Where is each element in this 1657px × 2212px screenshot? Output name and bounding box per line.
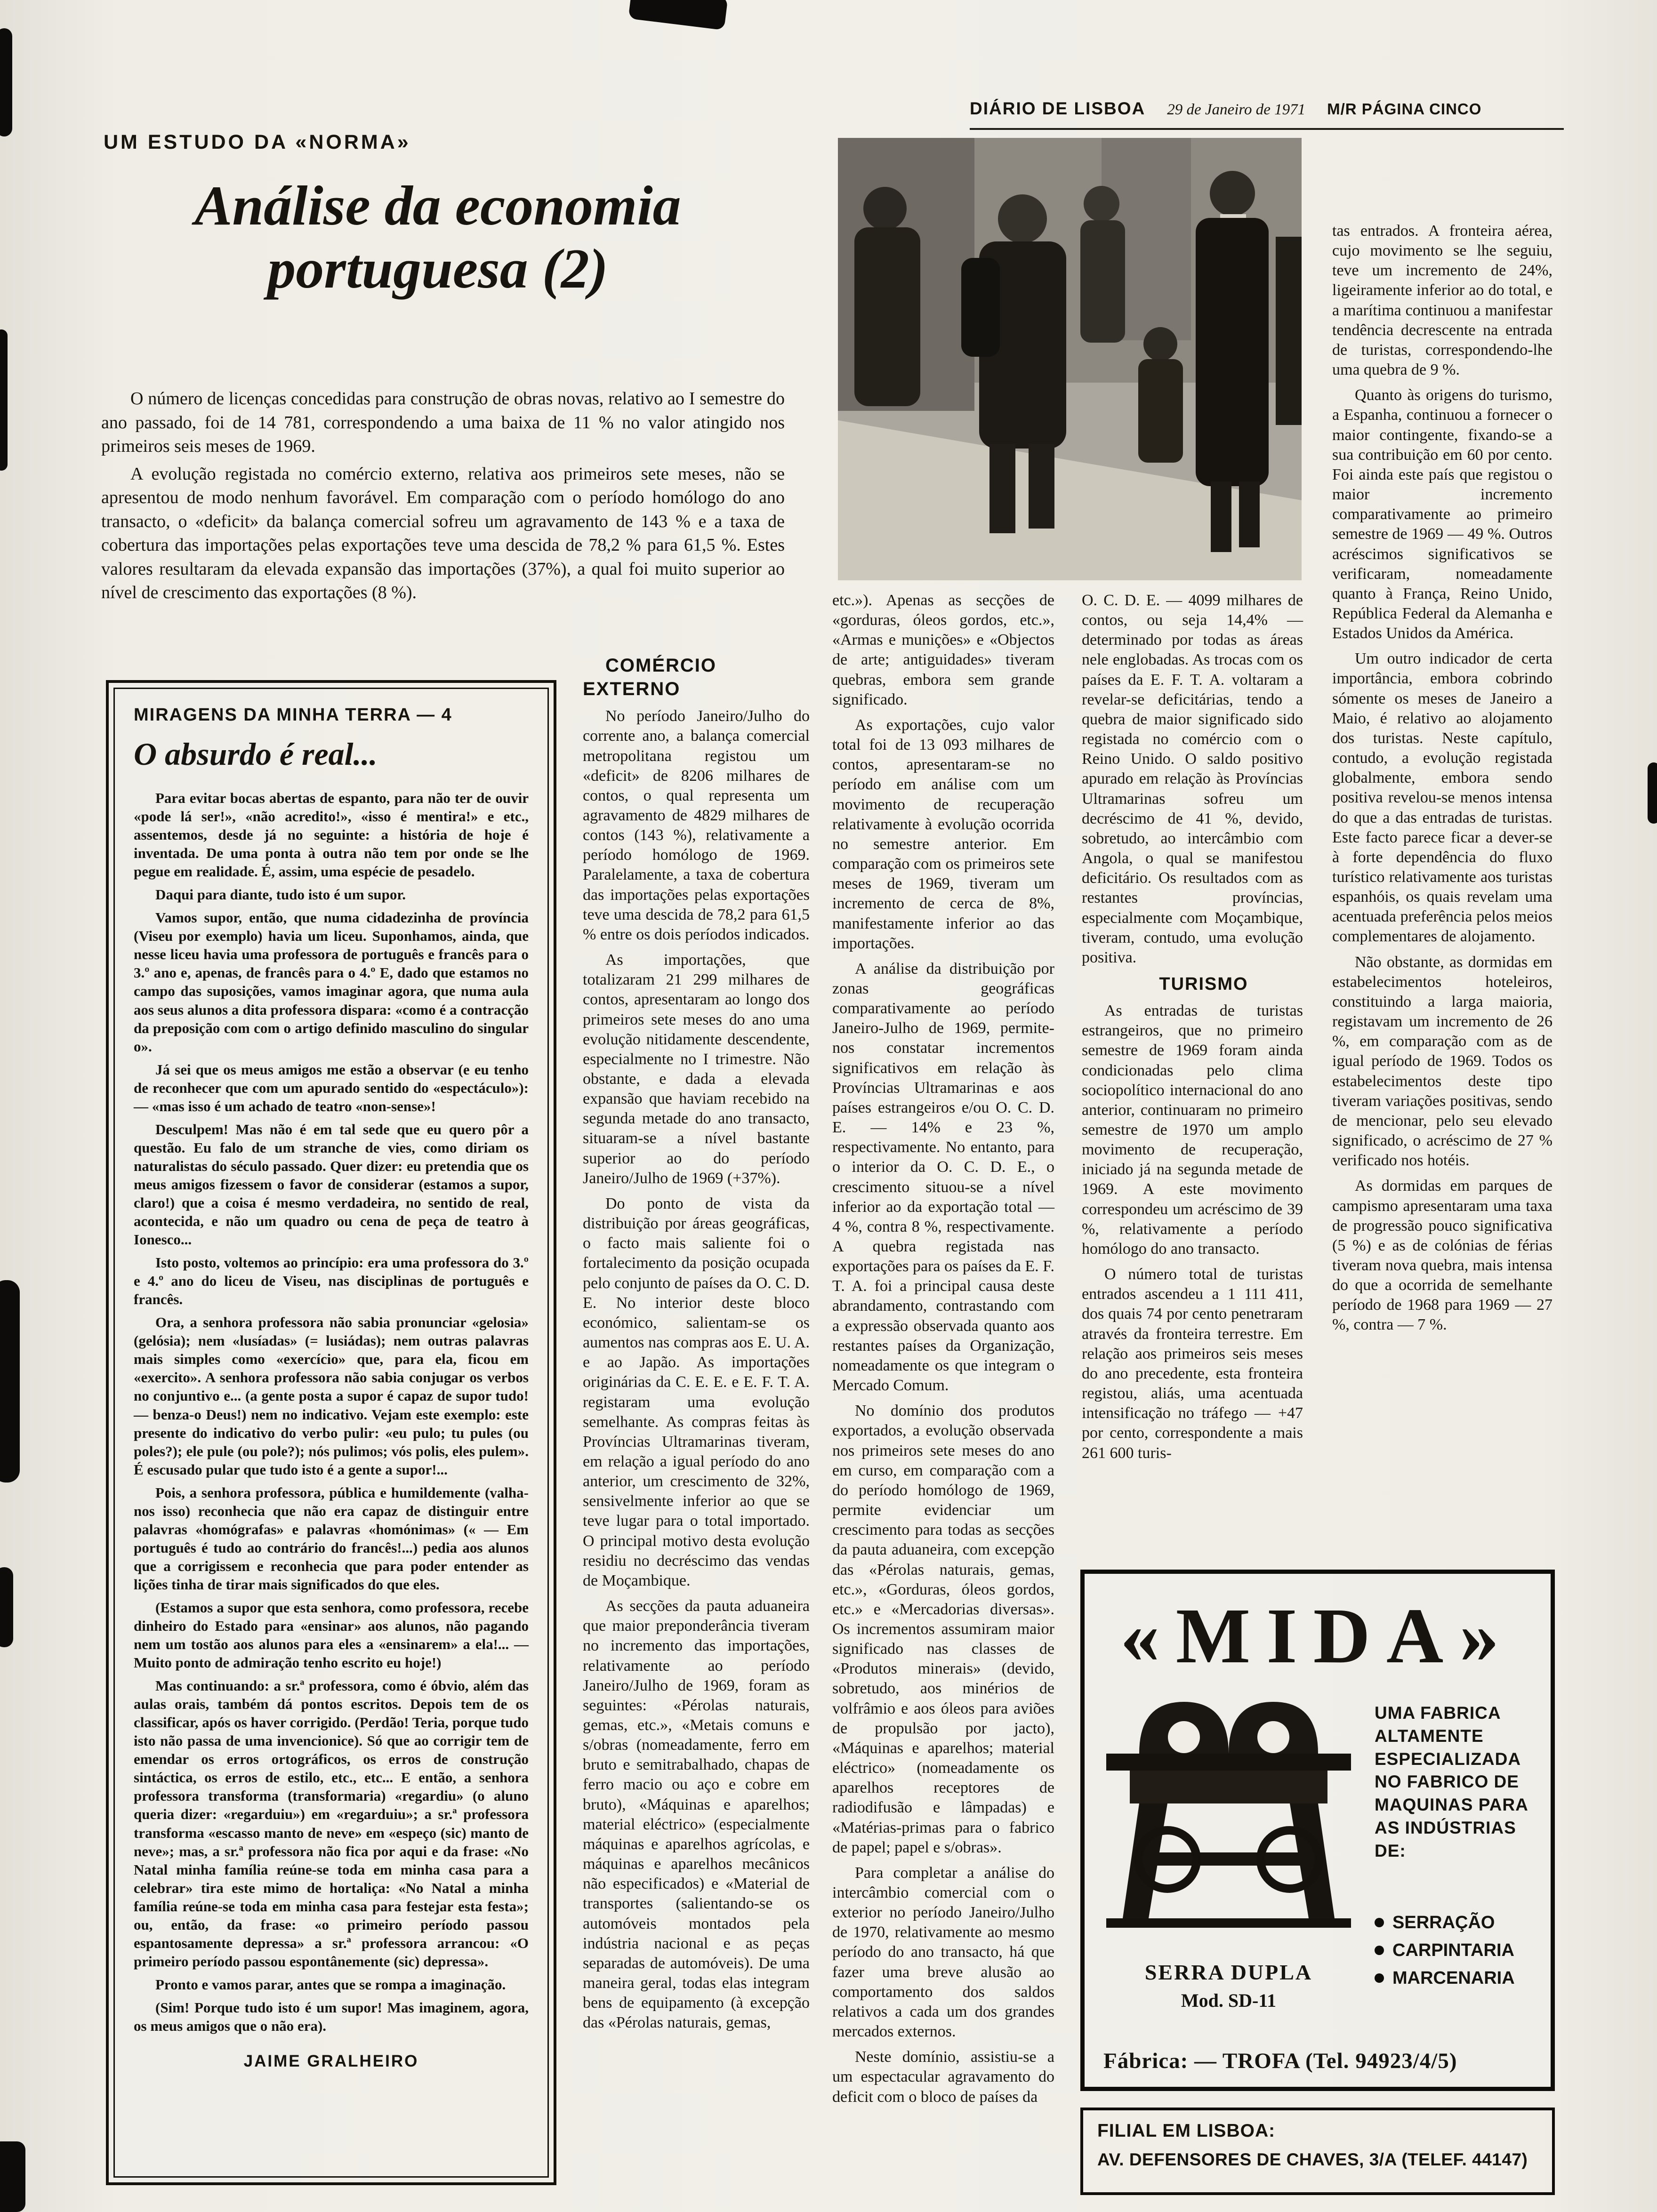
scan-artifact bbox=[628, 0, 728, 30]
scan-artifact bbox=[0, 2141, 25, 2212]
article-paragraph: Desculpem! Mas não é em tal sede que eu quero pôr a questão. Eu falo de um stranche de vies, como diriam os naturalistas do século passado. Quer dizer: eu pretendia que os meus amigos fizessem o favor de considerar (estamos a supor, claro!) que a coisa é mesmo verdadeira, no sentido de real, acontecida, e não um quadro ou cena de peça de teatro à Ionesco... bbox=[134, 1121, 529, 1248]
article-paragraph: Ora, a senhora professora não sabia pronunciar «gelosia» (gelósia); nem «lusíadas» (= lusiádas); nem outras palavras mais simples como «exercício» que, para ela, ficou em «exercito». A senhora professora não sabia conjugar os verbos no conjuntivo e... (a gente posta a supor é capaz de supor tudo! — benza-o Deus!) nem no indicativo. Vejam este exemplo: este presente do indicativo do verbo pulir: «eu pulo; tu pules (ou poles?); ele pule (ou pole?); nós pulimos; vós polis, eles pulem». É escusado pular que tudo isto é a gente a supor!... bbox=[134, 1314, 529, 1478]
turismo-heading: TURISMO bbox=[1159, 974, 1248, 994]
article-paragraph: Isto posto, voltemos ao princípio: era uma professora do 3.º e 4.º ano do liceu de Viseu, nas disciplinas de português e francês. bbox=[134, 1254, 529, 1308]
miragens-article-inner bbox=[113, 688, 549, 2178]
headline-line-1: Análise da economia bbox=[194, 174, 681, 237]
miragens-series-header: MIRAGENS DA MINHA TERRA — 4 bbox=[134, 705, 452, 725]
bullet-icon bbox=[1375, 1918, 1384, 1927]
article-paragraph: A análise da distribuição por zonas geográficas comparativamente ao período Janeiro-Julho de 1969, permite-nos constatar incrementos significativos em relação às Províncias Ultramarinas e aos países estrangeiros e/ou O. C. D. E. — 14% e 23 %, respectivamente. No entanto, para o interior da O. C. D. E., o crescimento situou-se a nível inferior ao da exportação total — 4 %, contra 8 %, respectivamente. A quebra registada nas exportações para os países da E. F. T. A. foi a principal causa deste abrandamento, contrastando com a expressão observada quanto aos restantes países da Organização, nomeadamente os que integram o Mercado Comum. bbox=[832, 960, 1054, 1395]
lead-paragraph: A evolução registada no comércio externo, relativa aos primeiros sete meses, não se apresentou de modo nenhum favorável. Em comparação com o período homólogo do ano transacto, o «deficit» da balança comercial sofreu um agravamento de 143 % e a taxa de cobertura das importações pelas exportações teve uma descida de 78,2 % para 61,5 %. Estes valores resultaram da elevada expansão das importações (37%), a qual foi muito superior ao nível de crescimento das exportações (8 %). bbox=[101, 464, 785, 603]
article-paragraph: Quanto às origens do turismo, a Espanha, continuou a fornecer o maior contingente, fixando-se a sua contribuição em 60 por cento. Foi ainda este país que registou o maior incremento comparativamente ao primeiro semestre de 1969 — 49 %. Outros acréscimos significativos se verificaram, nomeadamente quanto à França, Reino Unido, República Federal da Alemanha e Estados Unidos da América. bbox=[1332, 386, 1552, 642]
article-paragraph: Não obstante, as dormidas em estabelecimentos hoteleiros, constituindo a larga maioria, registavam um incremento de 26 %, em comparação com as de igual período de 1969. Todos os estabelecimentos deste tipo tiveram variações positivas, sendo de mencionar, pelo seu elevado significado, o acréscimo de 27 % verificado nos hotéis. bbox=[1332, 953, 1552, 1170]
article-paragraph: Para completar a análise do intercâmbio comercial com o exterior no período Janeiro/Julho de 1970, relativamente ao mesmo período do ano transacto, há que fazer uma breve alusão ao comportamento dos saldos relativos a cada um dos grandes mercados externos. bbox=[832, 1864, 1054, 2041]
scan-artifact bbox=[0, 1567, 13, 1647]
miragens-article-box bbox=[106, 680, 556, 2185]
lead-paragraphs bbox=[101, 387, 785, 609]
lead-paragraph: O número de licenças concedidas para construção de obras novas, relativo ao I semestre do ano passado, foi de 14 781, correspondendo a uma baixa de 11 % no valor atingido nos primeiros seis meses de 1969. bbox=[101, 389, 785, 457]
article-paragraph: Pronto e vamos parar, antes que se rompa a imaginação. bbox=[155, 1976, 506, 1993]
article-paragraph: Pois, a senhora professora, pública e humildemente (valha-nos isso) reconhecia que não era capaz de distinguir entre palavras «homógrafas» e palavras «homónimas» (« — Em português é tudo ao contrário do francês!...) pedia aos alunos que a corrigissem e reconhecia que para poder entender as lições tinha de tirar mais significados do que eles. bbox=[134, 1484, 529, 1593]
bullet-icon bbox=[1375, 1973, 1384, 1983]
branch-address: AV. DEFENSORES DE CHAVES, 3/A (TELEF. 44147) bbox=[1097, 2150, 1528, 2169]
masthead bbox=[970, 99, 1563, 119]
article-paragraph: etc.»). Apenas as secções de «gorduras, óleos gordos, etc.», «Armas e munições» e «Objectos de arte; antiguidades» tiveram quebras, embora sem grande significado. bbox=[832, 592, 1054, 708]
serra-dupla-illustration bbox=[1097, 1697, 1360, 1942]
scan-artifact bbox=[1648, 762, 1657, 824]
industry-label: MARCENARIA bbox=[1392, 1968, 1515, 1988]
main-headline bbox=[89, 175, 786, 299]
article-paragraph: As dormidas em parques de campismo apresentaram uma taxa de progressão pouco significativa (5 %) e as de colónias de férias tiveram nova quebra, mais intensa do que a ocorrida de semelhante período de 1968 para 1969 — 27 %, contra — 7 %. bbox=[1332, 1177, 1552, 1334]
miragens-article-title: O absurdo é real... bbox=[134, 736, 378, 772]
bullet-icon bbox=[1375, 1946, 1384, 1955]
article-paragraph: (Sim! Porque tudo isto é um supor! Mas imaginem, agora, os meus amigos que o não era). bbox=[134, 1999, 529, 2034]
machine-model-number: Mod. SD-11 bbox=[1181, 1990, 1277, 2011]
miragens-article-body bbox=[134, 789, 529, 2035]
article-paragraph: Já sei que os meus amigos me estão a observar (e eu tenho de reconhecer que com um apurado sentido do «espectáculo»): — «mas isso é um achado de teatro «non-sense»! bbox=[134, 1061, 529, 1114]
comercio-externo-heading: COMÉRCIO EXTERNO bbox=[583, 655, 716, 699]
article-paragraph: Do ponto de vista da distribuição por áreas geográficas, o facto mais saliente foi o fortalecimento da posição ocupada pelo conjunto de países da O. C. D. E. No interior deste bloco económico, salientam-se os aumentos nas compras aos E. U. A. e ao Japão. As importações originárias da C. E. E. e E. F. T. A. registaram uma evolução semelhante. As compras feitas às Províncias Ultramarinas tiveram, em relação a igual período do ano anterior, um crescimento de 32%, sensivelmente inferior ao que se teve lugar para o total importado. O principal motivo desta evolução residiu no decréscimo das vendas de Moçambique. bbox=[583, 1194, 810, 1589]
scan-artifact bbox=[0, 329, 8, 471]
comercio-externo-column-2 bbox=[832, 591, 1054, 2113]
page-number-label: M/R PÁGINA CINCO bbox=[1327, 100, 1482, 118]
branch-label: FILIAL EM LISBOA: bbox=[1097, 2121, 1276, 2141]
article-paragraph: (Estamos a supor que esta senhora, como professora, recebe dinheiro do Estado para «ensinar» aos alunos, não pagando nem um tostão aos alunos para eles a «ensinarem» a ela!... — Muito ponto de admiração tenho escrito eu hoje!) bbox=[134, 1599, 529, 1671]
article-paragraph: As secções da pauta aduaneira que maior preponderância tiveram no incremento das importações, relativamente ao período Janeiro/Julho de 1969, foram as seguintes: «Pérolas naturais, gemas, etc.», «Metais comuns e s/obras (nomeadamente, ferro em bruto e semitrabalhado, chapas de ferro macio ou aço e cobre em bruto), «Máquinas e aparelhos; material eléctrico» (especialmente máquinas e aparelhos agrícolas, e máquinas e aparelhos mecânicos não especificados) e «Material de transportes (salientando-se os automóveis montados pela indústria nacional e as peças separadas de automóveis). De uma maneira geral, todas elas integram bens de equipamento (à excepção das «Pérolas naturais, gemas, bbox=[583, 1597, 810, 2032]
scan-artifact bbox=[0, 28, 12, 136]
newspaper-title: DIÁRIO DE LISBOA bbox=[970, 99, 1146, 118]
article-paragraph: tas entrados. A fronteira aérea, cujo movimento se lhe seguiu, teve um incremento de 24%, ligeiramente inferior ao do total, e a marítima continuou a manifestar tendência decrescente na entrada de turistas, correspondendo-lhe uma quebra de 9 %. bbox=[1332, 222, 1552, 379]
street-photo-image bbox=[838, 138, 1302, 580]
article-paragraph: Um outro indicador de certa importância, embora cobrindo sómente os meses de Janeiro a Maio, é relativo ao alojamento dos turistas. Neste capítulo, contudo, a evolução registada globalmente, embora sendo positiva revelou-se menos intensa do que a das entradas de turistas. Este facto parece ficar a dever-se à forte dependência do fluxo turístico relativamente aos turistas espanhóis, os quais revelam uma acentuada preferência pelos meios complementares de alojamento. bbox=[1332, 650, 1552, 946]
mida-industries-list bbox=[1375, 1909, 1544, 1992]
article-paragraph: Daqui para diante, tudo isto é um supor. bbox=[155, 886, 406, 903]
industry-label: CARPINTARIA bbox=[1392, 1940, 1514, 1960]
turismo-column-2 bbox=[1332, 221, 1552, 1341]
issue-date: 29 de Janeiro de 1971 bbox=[1167, 101, 1306, 118]
article-paragraph: No domínio dos produtos exportados, a evolução observada nos primeiros sete meses do ano em curso, em comparação com a do período homólogo de 1969, permite evidenciar um crescimento para todas as secções da pauta aduaneira, com excepção das «Pérolas naturais, gemas, etc.», «Gorduras, óleos gordos, etc.» e «Mercadorias diversas». Os incrementos assumiram maior significado nas classes de «Produtos minerais» (devido, sobretudo, aos minérios de volfrâmio e aos óleos para aviões de propulsão por jacto), «Máquinas e aparelhos; material eléctrico» (nomeadamente os aparelhos receptores de radiodifusão e lâmpadas) e «Matérias-primas para o fabrico de papel; papel e s/obras». bbox=[832, 1402, 1054, 1856]
article-paragraph: O número total de turistas entrados ascendeu a 1 111 411, dos quais 74 por cento penetraram através da fronteira terrestre. Em relação aos primeiros seis meses do ano precedente, esta fronteira registou, aliás, uma acentuada intensificação no tráfego — +47 por cento, correspondente a mais 261 600 turis- bbox=[1082, 1266, 1303, 1462]
author-signature: JAIME GRALHEIRO bbox=[243, 2052, 419, 2071]
mida-description: UMA FABRICA ALTAMENTE ESPECIALIZADA NO FABRICO DE MAQUINAS PARA AS INDÚSTRIAS DE: bbox=[1375, 1703, 1528, 1860]
article-paragraph: As exportações, cujo valor total foi de 13 093 milhares de contos, apresentaram-se no período em análise com um movimento de recuperação relativamente à evolução ocorrida no semestre anterior. Em comparação com os primeiros sete meses de 1969, tiveram um incremento de cerca de 8%, manifestamente inferior ao das importações. bbox=[832, 716, 1054, 952]
article-paragraph: Mas continuando: a sr.ª professora, como é óbvio, além das aulas orais, também dá pontos escritos. Depois tem de os classificar, após os haver corrigido. (Perdão! Teria, porque tudo isto não passa de uma invencionice). Só que ao corrigir tem de emendar os erros ortográficos, os erros de construção sintáctica, os erros de estilo, etc., etc... E então, a senhora professora transforma (transformaria) «regardiu» (o aluno queria dizer: «regarduiu») em «regarduiu»; a sr.ª professora transforma «escasso manto de neve» em «espeço (sic) manto de neve»; mas, a sr.ª professora não fica por aqui e da frase: «No Natal minha família reúne-se toda em minha casa para a celebrar» tira este mimo de hortaliça: «No Natal a minha família reúne-se toda em minha casa para festejar esta festa»; ou, então, da frase: «o primeiro período passou espantosamente depressa» a sr.ª professora arrancou: «O primeiro período passou espontânemente (sic) depressa». bbox=[134, 1677, 529, 1970]
industry-label: SERRAÇÃO bbox=[1392, 1913, 1495, 1932]
machine-model bbox=[1097, 1960, 1360, 2012]
list-item bbox=[1375, 1964, 1544, 1992]
mida-advertisement bbox=[1080, 1570, 1555, 2091]
list-item bbox=[1375, 1937, 1544, 1964]
mida-branch-box bbox=[1080, 2108, 1555, 2195]
article-paragraph: No período Janeiro/Julho do corrente ano, a balança comercial metropolitana registou um «deficit» de 8206 milhares de contos, o qual representa um agravamento de 4829 milhares de contos (143 %), relativamente a período homólogo de 1969. Paralelamente, a taxa de cobertura das importações pelas exportações teve uma descida de 78,2 para 61,5 % entre os dois períodos indicados. bbox=[583, 707, 810, 943]
masthead-rule bbox=[970, 128, 1564, 130]
machine-model-name: SERRA DUPLA bbox=[1144, 1960, 1313, 1984]
scan-artifact bbox=[0, 1280, 20, 1483]
turismo-column bbox=[1082, 591, 1303, 1469]
article-paragraph: Vamos supor, então, que numa cidadezinha de província (Viseu por exemplo) havia um liceu. Suponhamos, ainda, que nesse liceu havia uma professora de português e francês para o 3.º ano e, apenas, de francês para o 4.º E, dado que estamos no campo das suposições, vamos imaginar agora, que numa aula aos seus alunos a dita professora dispara: «como é a contracção da preposição com com o artigo definido masculino do singular o». bbox=[134, 909, 529, 1055]
article-paragraph: Neste domínio, assistiu-se a um espectacular agravamento do deficit com o bloco de países da bbox=[832, 2048, 1054, 2106]
article-paragraph: Para evitar bocas abertas de espanto, para não ter de ouvir «pode lá ser!», «não acredito!», «isso é mentira!» e etc., assentemos, desde já no seguinte: a história de hoje é inventada. De uma ponta à outra não tem por onde se lhe pegue em realidade. É, assim, uma espécie de pesadelo. bbox=[134, 790, 529, 880]
article-kicker: UM ESTUDO DA «NORMA» bbox=[104, 131, 411, 153]
street-photo bbox=[838, 138, 1302, 580]
article-paragraph: O. C. D. E. — 4099 milhares de contos, ou seja 14,4% — determinado por todas as áreas nele englobadas. As trocas com os países da E. F. T. A. voltaram a revelar-se deficitárias, tendo a quebra de maior significado sido registada no comércio com o Reino Unido. O saldo positivo apurado em relação às Províncias Ultramarinas sofreu um decréscimo de 41 %, devido, sobretudo, ao intercâmbio com Angola, o qual se manifestou deficitário. Os resultados com as restantes províncias, especialmente com Moçambique, tiveram, contudo, uma evolução positiva. bbox=[1082, 592, 1303, 966]
factory-contact-line: Fábrica: — TROFA (Tel. 94923/4/5) bbox=[1103, 2049, 1457, 2073]
article-paragraph: As importações, que totalizaram 21 299 milhares de contos, apresentaram ao longo dos primeiros sete meses do ano uma evolução nitidamente descendente, especialmente no I trimestre. Não obstante, e dada a elevada expansão que haviam recebido na segunda metade do ano transacto, situaram-se a nível bastante superior ao do período Janeiro/Julho de 1969 (+37%). bbox=[583, 951, 810, 1187]
list-item bbox=[1375, 1909, 1544, 1937]
comercio-externo-column bbox=[583, 654, 810, 2039]
mida-brand-name: «MIDA» bbox=[1120, 1592, 1515, 1680]
article-paragraph: As entradas de turistas estrangeiros, que no primeiro semestre de 1969 foram ainda condicionadas pelo clima sociopolítico internacional do ano anterior, continuaram no primeiro semestre de 1970 um amplo movimento de recuperação, iniciado já na segunda metade de 1969. A este movimento correspondeu um acréscimo de 39 %, relativamente a período homólogo do ano transacto. bbox=[1082, 1002, 1303, 1258]
headline-line-2: portuguesa (2) bbox=[267, 237, 608, 300]
